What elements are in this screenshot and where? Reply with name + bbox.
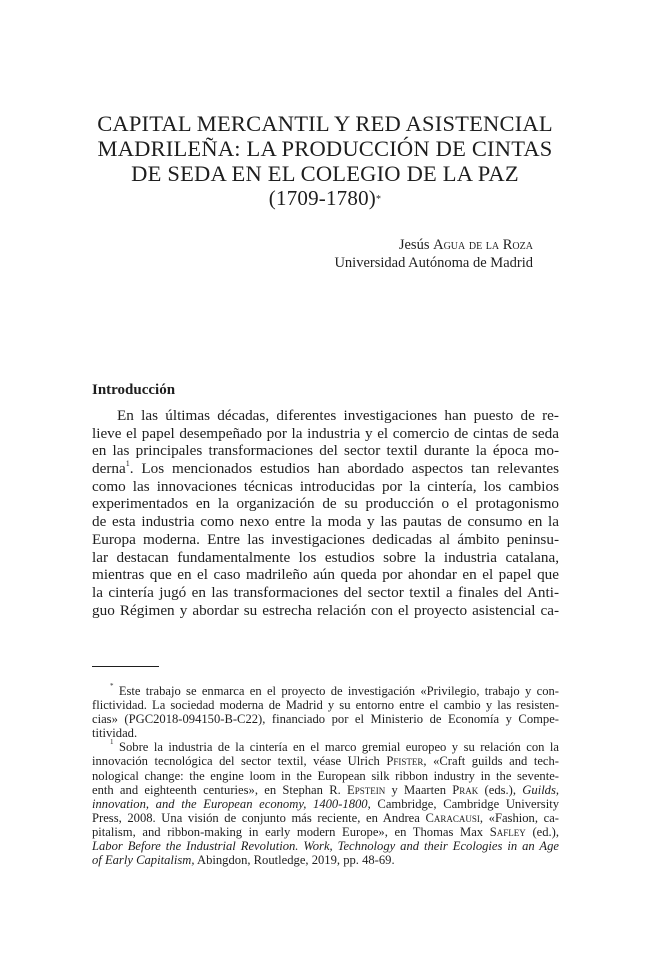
cited-title: innovation, and the European economy, 1400-1800, [92, 796, 371, 811]
cited-title: Labor Before the Industrial Revolution. Work, Technology and their Ecologies in an Age [92, 839, 559, 854]
footnote-star-line: flictividad. La sociedad moderna de Madrid y su entorno entre el cambio y las resisten- [92, 698, 559, 713]
body-line: En las últimas décadas, diferentes investigaciones han puesto de re- [117, 407, 559, 424]
body-line: como las innovaciones técnicas introducidas por la cintería, los cambios [92, 477, 559, 495]
section-heading: Introducción [92, 382, 176, 398]
cited-title: Guilds, [522, 782, 560, 797]
title-line-2: MADRILEÑA: LA PRODUCCIÓN DE CINTAS [97, 136, 553, 161]
footnote-star-line [92, 684, 559, 698]
body-line: experimentados en la organización de su producción o el protagonismo [92, 495, 559, 513]
footnote-1-line [92, 839, 559, 853]
footnote-text: Sobre la industria de la cintería en el marco gremial europeo y su relación con la [118, 740, 559, 755]
body-line: Europa moderna. Entre las investigaciones dedicadas al ámbito peninsu- [92, 530, 559, 548]
title-line-1: CAPITAL MERCANTIL Y RED ASISTENCIAL [97, 111, 553, 136]
footnote-star-line: titividad. [92, 726, 138, 741]
author-name [334, 236, 533, 254]
footnote-text: Este trabajo se enmarca en el proyecto de investigación «Privilegio, trabajo y con- [118, 684, 559, 698]
article-title [60, 111, 590, 211]
body-paragraph [92, 407, 559, 619]
footnote-ref-1[interactable]: 1 [125, 459, 130, 469]
cited-author: Pfister [386, 754, 424, 769]
body-line: de esta industria como nexo entre la moda y las pautas de consumo en la [92, 513, 559, 531]
title-footnote-mark[interactable]: * [375, 194, 382, 205]
footnote-1-line [92, 754, 559, 768]
footnote-text: pitalism, and ribbon-making in early modern Europe», en Thomas Max [92, 824, 484, 839]
body-line: mientras que en el caso madrileño aún queda por ahondar en el papel que [92, 566, 559, 584]
footnote-star-line: cias» (PGC2018-094150-B-C22), financiado por el Ministerio de Economía y Compe- [92, 712, 559, 727]
footnote-1-line [92, 783, 559, 797]
body-line [92, 460, 559, 478]
footnote-text: , «Craft guilds and tech- [423, 754, 560, 769]
footnotes [92, 684, 559, 867]
title-line-3: DE SEDA EN EL COLEGIO DE LA PAZ [131, 161, 519, 186]
footnote-text: (ed.), [532, 824, 560, 839]
author-first-name: Jesús [398, 237, 430, 253]
body-text: derna [92, 460, 126, 478]
author-block [334, 236, 533, 272]
footnote-1-line [92, 811, 559, 825]
footnote-text: y Maarten [391, 782, 446, 797]
footnote-separator [92, 666, 159, 667]
body-line: la cintería jugó en las transformaciones del sector textil a finales del Anti- [92, 583, 559, 601]
cited-author: Epstein [347, 782, 386, 797]
footnote-text: , «Fashion, ca- [479, 810, 559, 825]
footnote-text: Abingdon, Routledge, 2019, pp. 48-69. [196, 853, 395, 868]
footnote-text: (eds.), [484, 782, 517, 797]
cited-author: Prak [452, 782, 479, 797]
cited-title: of Early Capitalism, [92, 853, 195, 868]
cited-author: Safley [489, 824, 526, 839]
body-line: guo Régimen y abordar su estrecha relación con el proyecto asistencial ca- [92, 601, 559, 619]
footnote-text: innovación tecnológica del sector textil, véase Ulrich [92, 754, 380, 769]
body-line: en las principales transformaciones del sector textil durante la época mo- [92, 442, 559, 460]
footnote-text: Press, 2008. Una visión de conjunto más reciente, en Andrea [92, 810, 420, 825]
cited-author: Caracausi [425, 810, 480, 825]
footnote-1-line [92, 797, 559, 811]
author-affiliation: Universidad Autónoma de Madrid [334, 255, 533, 271]
footnote-1-line: nological change: the engine loom in the European silk ribbon industry in the sevente- [92, 768, 559, 783]
body-line: lar destacan fundamentalmente los estudios sobre la industria catalana, [92, 548, 559, 566]
title-years-text: (1709-1780) [268, 186, 376, 210]
footnote-1-line [92, 853, 559, 867]
footnote-star-mark: * [110, 682, 114, 690]
footnote-text: enth and eighteenth centuries», en Stephan R. [92, 782, 341, 797]
footnote-1-mark: 1 [110, 738, 114, 747]
footnote-text: Cambridge, Cambridge University [377, 796, 559, 811]
title-years [60, 186, 590, 211]
footnote-1-line [92, 740, 559, 754]
body-text: . Los mencionados estudios han abordado aspectos tan relevantes [129, 460, 559, 478]
author-surname: Agua de la Roza [433, 237, 533, 253]
footnote-1-line [92, 825, 559, 839]
body-line: lieve el papel desempeñado por la industria y el comercio de cintas de seda [92, 424, 559, 442]
